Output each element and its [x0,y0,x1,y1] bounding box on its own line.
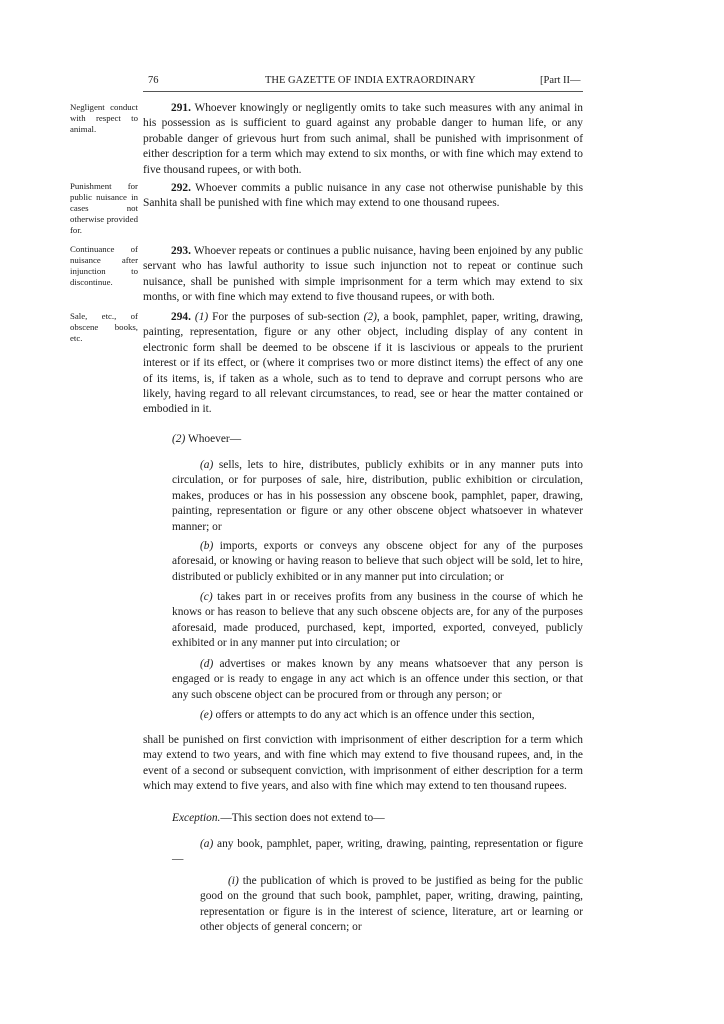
sub2-label: (2) [172,433,186,445]
section-294-sub2 [172,432,583,447]
clause-b [172,539,583,585]
clause-c-text: takes part in or receives profits from any business in the course of which he knows or has reason to believe that any such obscene objects are, for any of the purposes aforesaid, made produced, purchased, kept, imported, exported, conveyed, publicly exhibited or in any manner put into circulation; or [172,591,583,650]
clause-c-label: (c) [200,591,213,603]
margin-note-293: Continuance of nuisance after injunction to discontinue. [70,244,138,287]
header-rule [143,91,583,92]
clause-c [172,590,583,652]
exception-i-label: (i) [228,875,239,887]
exception-heading [172,811,583,826]
page-number: 76 [148,75,159,86]
clause-e-label: (e) [200,709,213,721]
exception-label: Exception. [172,812,221,824]
clause-a [172,458,583,535]
section-291-text: Whoever knowingly or negligently omits to take such measures with any animal in his possession as is sufficient to guard against any probable danger to human life, or any probable danger of grievous hurt from such animal, shall be punished with imprisonment of either description for a term which may extend to six months, or with fine which may extend to five thousand rupees, or with both. [143,102,583,176]
sub1-text-a: For the purposes of sub-section [212,311,360,323]
exception-i-text: the publication of which is proved to be justified as being for the public good on the ground that such book, pamphlet, paper, writing, drawing, painting, representation or figure is in the interest of science, literature, art or learning or other objects of general concern; or [200,875,583,934]
gazette-title: THE GAZETTE OF INDIA EXTRAORDINARY [265,75,476,86]
punishment-paragraph: shall be punished on first conviction with imprisonment of either description for a term which may extend to two years, and with fine which may extend to five thousand rupees, and, in the event of a second or subsequent conviction, with imprisonment of either description for a term which may extend to five years, and also with fine which may extend to ten thousand rupees. [143,734,583,793]
clause-a-label: (a) [200,459,214,471]
sub2-text: Whoever— [187,433,242,445]
margin-note-292: Punishment for public nuisance in cases not otherwise provided for. [70,181,138,235]
exception-a-text: any book, pamphlet, paper, writing, drawing, painting, representation or figure— [172,838,583,866]
section-293-number: 293. [171,245,191,257]
clause-d-label: (d) [200,658,214,670]
sub1-ref: (2) [363,311,377,323]
section-292-number: 292. [171,182,191,194]
exception-subclause-i [200,874,583,936]
part-label: [Part II— [540,75,581,86]
sub1-text-b: , a book, pamphlet, paper, writing, drawing, painting, representation, figure or any other object, including display of any content in electronic form shall be deemed to be obscene if it is lascivious or appeals to the prurient interest or if its effect, or (where it comprises two or more distinct items) the effect of any one of its items, is, if taken as a whole, such as to tend to deprave and corrupt persons who are likely, having regard to all relevant circumstances, to read, see or hear the matter contained or embodied in it. [143,311,583,416]
exception-clause-a [172,837,583,868]
clause-d-text: advertises or makes known by any means whatsoever that any person is engaged or is ready to engage in any act which is an offence under this section, or that any such obscene object can be procured from or through any person; or [172,658,583,701]
sub1-label: (1) [194,311,209,323]
section-293-text: Whoever repeats or continues a public nuisance, having been enjoined by any public servant who has lawful authority to issue such injunction not to repeat or continue such nuisance, shall be punished with simple imprisonment for a term which may extend to six months, or with fine which may extend to five thousand rupees, or with both. [143,245,583,304]
margin-note-294: Sale, etc., of obscene books, etc. [70,311,138,343]
clause-e-text: offers or attempts to do any act which is an offence under this section, [215,709,535,721]
exception-text: —This section does not extend to— [220,812,385,824]
section-292-text: Whoever commits a public nuisance in any case not otherwise punishable by this Sanhita shall be punished with fine which may extend to one thousand rupees. [143,182,583,210]
section-291 [143,101,583,178]
exception-a-label: (a) [200,838,214,850]
clause-b-label: (b) [200,540,214,552]
section-291-number: 291. [171,102,191,114]
clause-d [172,657,583,703]
section-293 [143,244,583,306]
clause-b-text: imports, exports or conveys any obscene object for any of the purposes aforesaid, or knowing or having reason to believe that such object will be sold, let to hire, distributed or publicly exhibited or in any manner put into circulation; or [172,540,583,583]
section-294-number: 294. [171,311,191,323]
section-292 [143,181,583,212]
margin-note-291: Negligent conduct with respect to animal. [70,102,138,134]
clause-a-text: sells, lets to hire, distributes, publicly exhibits or in any manner puts into circulation, or for purposes of sale, hire, distribution, public exhibition or circulation, makes, produces or has in his possession any obscene book, pamphlet, paper, drawing, painting, representation or figure or any other obscene object whatsoever in whatever manner; or [172,459,583,533]
clause-e [172,708,583,723]
section-294-sub1 [143,310,583,418]
